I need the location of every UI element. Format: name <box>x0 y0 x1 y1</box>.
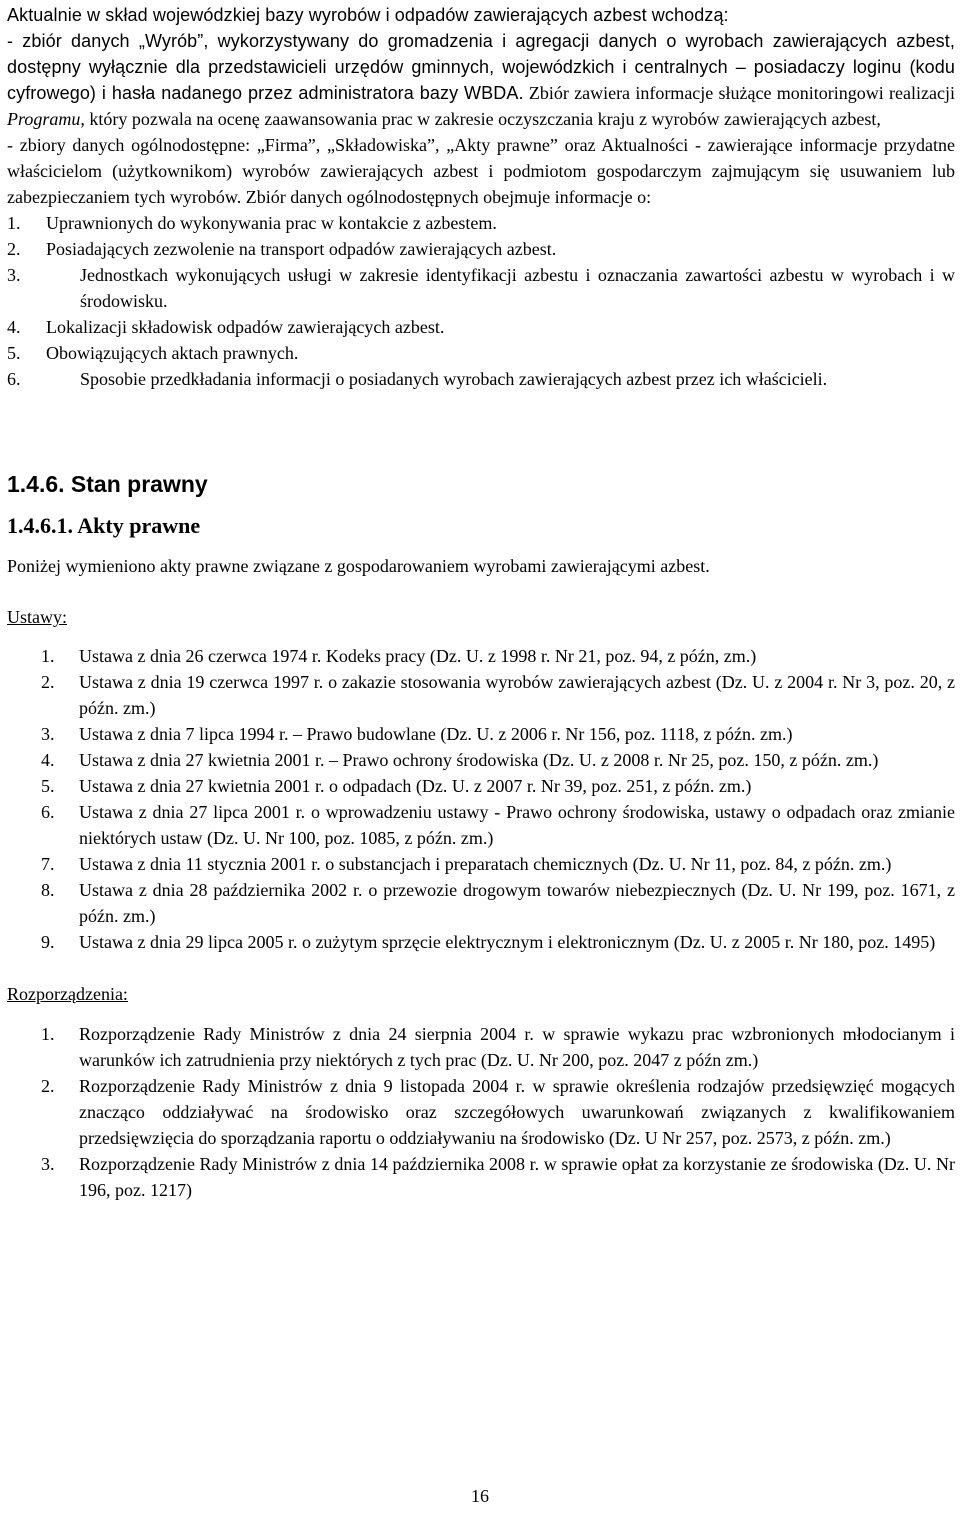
list-item-text: Lokalizacji składowisk odpadów zawierających azbest. <box>46 317 445 337</box>
list-item-text: Ustawa z dnia 26 czerwca 1974 r. Kodeks pracy (Dz. U. z 1998 r. Nr 21, poz. 94, z późn, zm.) <box>79 646 757 666</box>
list-item-number: 3. <box>41 724 55 744</box>
list-item <box>7 1151 955 1203</box>
list-item-text: Uprawnionych do wykonywania prac w kontakcie z azbestem. <box>46 213 497 233</box>
list-item-number: 6. <box>41 802 55 822</box>
list-item <box>7 643 955 669</box>
list-item-number: 1. <box>41 1024 55 1044</box>
list-item-text: Rozporządzenie Rady Ministrów z dnia 24 sierpnia 2004 r. w sprawie wykazu prac wzbronionych młodocianym i warunków ich zatrudnienia przy niektórych z tych prac (Dz. U. Nr 200, poz. 2047 z późn zm.) <box>79 1024 955 1070</box>
list-item-text: Posiadających zezwolenie na transport odpadów zawierających azbest. <box>46 239 557 259</box>
list-item <box>7 1021 955 1073</box>
intro-lead: Aktualnie w skład wojewódzkiej bazy wyrobów i odpadów zawierających azbest wchodzą: <box>7 5 729 25</box>
rozporzadzenia-label: Rozporządzenia: <box>7 984 128 1004</box>
ustawy-list <box>7 643 955 955</box>
list-item-number: 3. <box>7 265 21 285</box>
list-item <box>7 669 955 721</box>
list-item-number: 4. <box>41 750 55 770</box>
section-heading: 1.4.6. Stan prawny <box>7 471 208 497</box>
list-item <box>7 340 955 366</box>
list-item-number: 2. <box>41 1076 55 1096</box>
list-item-text: Ustawa z dnia 7 lipca 1994 r. – Prawo budowlane (Dz. U. z 2006 r. Nr 156, poz. 1118, z późn. zm.) <box>79 724 793 744</box>
list-item-text: Ustawa z dnia 11 stycznia 2001 r. o substancjach i preparatach chemicznych (Dz. U. Nr 11, poz. 84, z późn. zm.) <box>79 854 892 874</box>
list-item-text: Ustawa z dnia 28 października 2002 r. o przewozie drogowym towarów niebezpiecznych (Dz. U. Nr 199, poz. 1671, z późn. zm.) <box>79 880 955 926</box>
list-item-number: 5. <box>7 343 21 363</box>
list-item-number: 4. <box>7 317 21 337</box>
list-item <box>7 747 955 773</box>
list-item-number: 7. <box>41 854 55 874</box>
list-item <box>7 236 955 262</box>
list-item-text: Ustawa z dnia 19 czerwca 1997 r. o zakazie stosowania wyrobów zawierających azbest (Dz. U. z 2004 r. Nr 3, poz. 20, z późn. zm.) <box>79 672 955 718</box>
list-item-text: Obowiązujących aktach prawnych. <box>46 343 299 363</box>
list-item <box>7 366 955 392</box>
list-item <box>7 210 955 236</box>
subsection-heading: 1.4.6.1. Akty prawne <box>7 513 201 538</box>
list-item <box>7 262 955 314</box>
list-item <box>7 1073 955 1151</box>
list-item-text: Rozporządzenie Rady Ministrów z dnia 14 października 2008 r. w sprawie opłat za korzystanie ze środowiska (Dz. U. Nr 196, poz. 1217) <box>79 1154 955 1200</box>
list-item-text: Ustawa z dnia 27 lipca 2001 r. o wprowadzeniu ustawy - Prawo ochrony środowiska, ustawy o odpadach oraz zmianie niektórych ustaw (Dz. U. Nr 100, poz. 1085, z późn. zm.) <box>79 802 955 848</box>
list-item-number: 9. <box>41 932 55 952</box>
list-item <box>7 877 955 929</box>
list-item <box>7 799 955 851</box>
list-item <box>7 773 955 799</box>
list-item-text: Jednostkach wykonujących usługi w zakresie identyfikacji azbestu i oznaczania zawartości azbestu w wyrobach i w środowisku. <box>80 265 955 311</box>
list-item-number: 2. <box>7 239 21 259</box>
page-number: 16 <box>471 1486 489 1506</box>
list-item <box>7 721 955 747</box>
ustawy-label: Ustawy: <box>7 607 67 627</box>
list-item-number: 8. <box>41 880 55 900</box>
list-item <box>7 851 955 877</box>
list-item-text: Rozporządzenie Rady Ministrów z dnia 9 listopada 2004 r. w sprawie określenia rodzajów przedsięwzięć mogących znacząco oddziaływać na środowisko oraz szczegółowych uwarunkowań związanych z kwalifikowaniem przedsięwzięcia do sporządzania raportu o oddziaływaniu na środowisko (Dz. U Nr 257, poz. 2573, z późn. zm.) <box>79 1076 955 1148</box>
list-item-number: 1. <box>41 646 55 666</box>
list-item-text: Sposobie przedkładania informacji o posiadanych wyrobach zawierających azbest przez ich właścicieli. <box>80 369 828 389</box>
intro-item-wyrob-sans: - zbiór danych „Wyrób”, wykorzystywany do gromadzenia i agregacji danych o wyrobach zawierających azbest, dostępny wyłącznie dla przedstawicieli urzędów gminnych, wojewódzkich i centralnych – posiadaczy loginu (kodu cyfrowego) i hasła nadanego przez administratora bazy WBDA. <box>7 31 955 103</box>
document-page <box>7 2 955 1203</box>
list-item-text: Ustawa z dnia 29 lipca 2005 r. o zużytym sprzęcie elektrycznym i elektronicznym (Dz. U. z 2005 r. Nr 180, poz. 1495) <box>79 932 936 952</box>
list-item <box>7 314 955 340</box>
programu-italic: Programu <box>7 109 81 129</box>
intro-item-ogolnodostepne: - zbiory danych ogólnodostępne: „Firma”, „Składowiska”, „Akty prawne” oraz Aktualności - zawierające informacje przydatne właścicielom (użytkownikom) wyrobów zawierających azbest i podmiotom gospodarczym zajmującym się usuwaniem lub zabezpieczaniem tych wyrobów. Zbiór danych ogólnodostępnych obejmuje informacje o: <box>7 135 955 207</box>
list-item-number: 5. <box>41 776 55 796</box>
list-item <box>7 929 955 955</box>
list-item-number: 1. <box>7 213 21 233</box>
list-item-text: Ustawa z dnia 27 kwietnia 2001 r. – Prawo ochrony środowiska (Dz. U. z 2008 r. Nr 25, poz. 150, z późn. zm.) <box>79 750 879 770</box>
intro-item-wyrob-serif-a: Zbiór zawiera informacje służące monitoringowi realizacji <box>523 83 956 103</box>
info-list <box>7 210 955 392</box>
list-item-number: 6. <box>7 369 21 389</box>
rozporzadzenia-list <box>7 1021 955 1203</box>
list-item-number: 2. <box>41 672 55 692</box>
intro-item-wyrob <box>7 28 955 132</box>
subsection-intro: Poniżej wymieniono akty prawne związane z gospodarowaniem wyrobami zawierającymi azbest. <box>7 556 710 576</box>
intro-item-wyrob-serif-b: , który pozwala na ocenę zaawansowania prac w zakresie oczyszczania kraju z wyrobów zawierających azbest, <box>80 109 881 129</box>
list-item-text: Ustawa z dnia 27 kwietnia 2001 r. o odpadach (Dz. U. z 2007 r. Nr 39, poz. 251, z późn. zm.) <box>79 776 752 796</box>
list-item-number: 3. <box>41 1154 55 1174</box>
